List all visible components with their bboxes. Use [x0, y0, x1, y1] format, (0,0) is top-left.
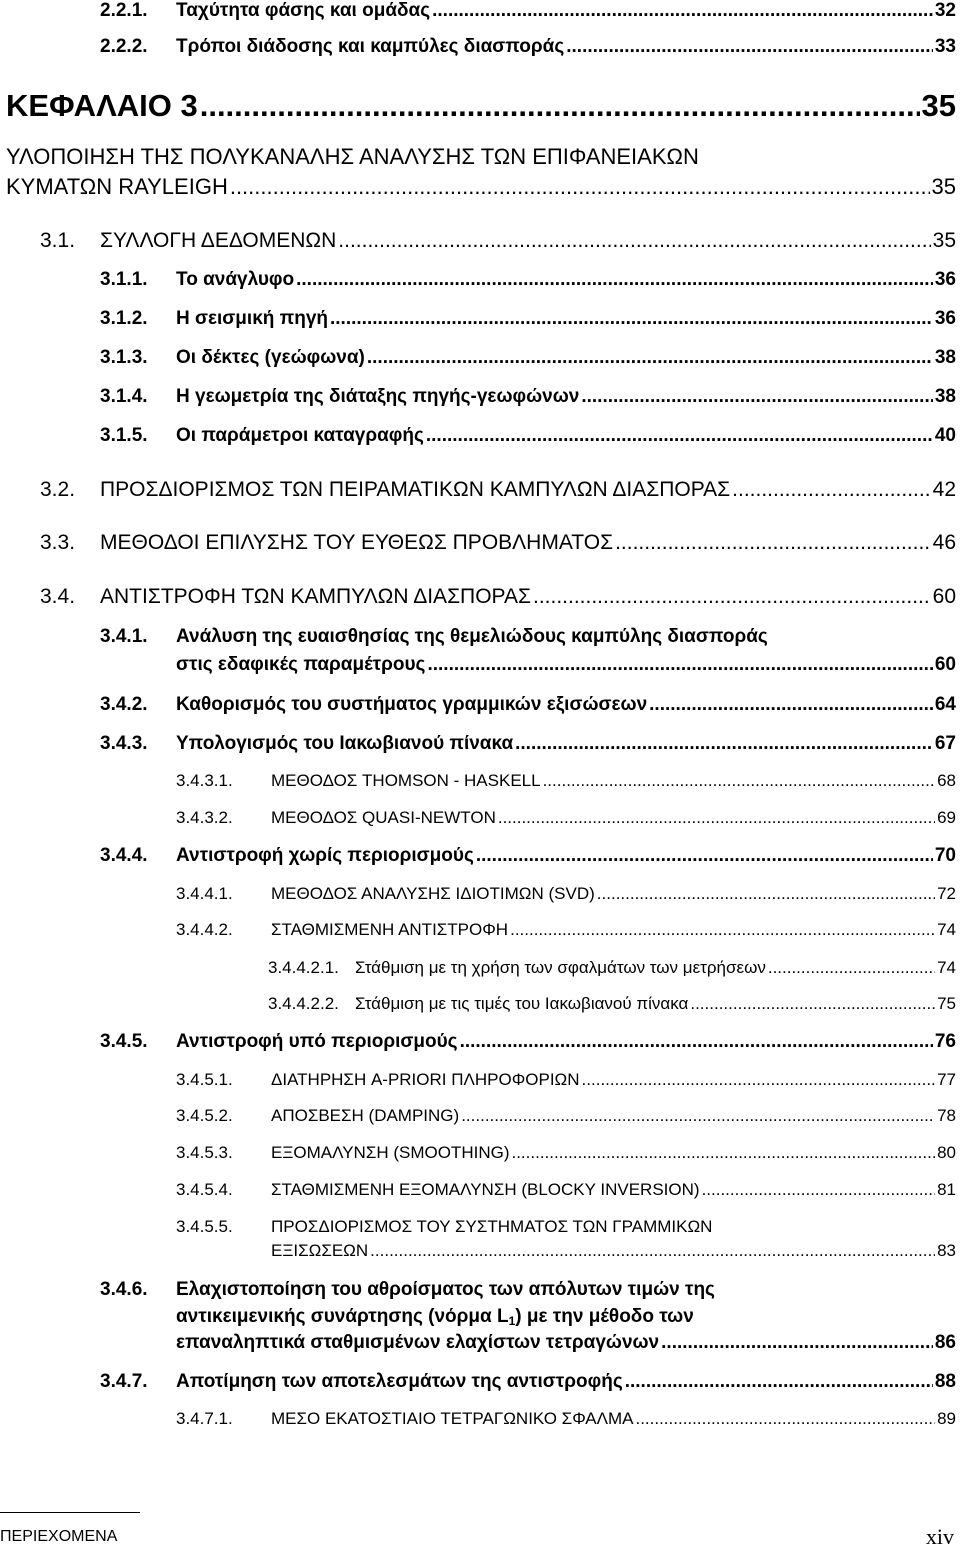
- entry-page: 78: [937, 1106, 956, 1125]
- dot-leader: [498, 808, 935, 828]
- toc-entry-3-1[interactable]: [40, 229, 956, 253]
- toc-entry-3-3[interactable]: [40, 531, 956, 555]
- toc-entry-3-4-5-2[interactable]: [176, 1106, 956, 1126]
- entry-title: ΜΕΘΟΔΟΣ ΑΝΑΛΥΣΗΣ ΙΔΙΟΤΙΜΩΝ (SVD): [271, 884, 595, 903]
- entry-title: Στάθμιση με τη χρήση των σφαλμάτων των μετρήσεων: [355, 958, 766, 977]
- entry-page: 74: [937, 958, 956, 977]
- toc-entry-3-4-2[interactable]: [100, 694, 956, 716]
- dot-leader: [370, 1241, 935, 1261]
- entry-title: Καθορισμός του συστήματος γραμμικών εξισώσεων: [176, 694, 648, 715]
- entry-title: Οι παράμετροι καταγραφής: [176, 425, 424, 446]
- part-title-line2: ΚΥΜΑΤΩΝ RAYLEIGH: [6, 174, 228, 199]
- entry-title-line2: ΕΞΙΣΩΣΕΩΝ: [271, 1241, 369, 1260]
- toc-entry-3-2[interactable]: [40, 478, 956, 502]
- entry-number: 3.4.: [40, 585, 76, 608]
- entry-page: 77: [937, 1070, 956, 1089]
- dot-leader: [460, 1031, 933, 1053]
- entry-number: 3.1.1.: [100, 269, 148, 290]
- dot-leader: [661, 1332, 933, 1354]
- toc-entry-3-4-3-1[interactable]: [176, 771, 956, 791]
- entry-title-line2b: ) με την μέθοδο των: [515, 1306, 694, 1327]
- entry-page: 76: [934, 1031, 956, 1052]
- entry-title: ΜΕΣΟ ΕΚΑΤΟΣΤΙΑΙΟ ΤΕΤΡΑΓΩΝΙΚΟ ΣΦΑΛΜΑ: [271, 1409, 634, 1428]
- toc-entry-3-4-6-line2: [176, 1306, 694, 1328]
- entry-title: Αντιστροφή υπό περιορισμούς: [176, 1031, 458, 1052]
- dot-leader: [649, 694, 933, 716]
- toc-entry-3-1-2[interactable]: [100, 308, 956, 330]
- entry-number: 3.4.4.2.: [176, 920, 233, 939]
- dot-leader: [533, 585, 931, 609]
- entry-page: 89: [937, 1409, 956, 1428]
- entry-page: 33: [934, 36, 956, 57]
- entry-page: 80: [937, 1143, 956, 1162]
- entry-title: ΠΡΟΣΔΙΟΡΙΣΜΟΣ ΤΩΝ ΠΕΙΡΑΜΑΤΙΚΩΝ ΚΑΜΠΥΛΩΝ ΔΙΑΣΠΟΡΑΣ: [100, 478, 731, 501]
- entry-page: 88: [934, 1371, 956, 1392]
- entry-title-line1: Ελαχιστοποίηση του αθροίσματος των απόλυτων τιμών της: [176, 1279, 715, 1300]
- entry-number: 3.4.7.1.: [176, 1409, 233, 1428]
- toc-entry-3-4-6[interactable]: [176, 1332, 956, 1354]
- entry-title: ΕΞΟΜΑΛΥΝΣΗ (SMOOTHING): [271, 1143, 510, 1162]
- toc-entry-3-4-1[interactable]: [176, 654, 956, 676]
- dot-leader: [510, 920, 935, 940]
- dot-leader: [338, 229, 930, 253]
- toc-chapter-3[interactable]: [6, 88, 956, 124]
- entry-number: 3.4.4.2.1.: [268, 958, 339, 977]
- dot-leader: [543, 771, 936, 791]
- toc-part-title[interactable]: [6, 174, 956, 200]
- toc-entry-3-4[interactable]: [40, 585, 956, 609]
- dot-leader: [581, 386, 933, 408]
- entry-number: 3.4.3.1.: [176, 771, 233, 790]
- entry-number: 3.4.4.1.: [176, 884, 233, 903]
- dot-leader: [511, 1143, 935, 1163]
- dot-leader: [515, 733, 933, 755]
- dot-leader: [230, 174, 930, 200]
- entry-title: Υπολογισμός του Ιακωβιανού πίνακα: [176, 733, 514, 754]
- entry-page: 46: [932, 531, 956, 554]
- entry-title: ΜΕΘΟΔΟΙ ΕΠΙΛΥΣΗΣ ΤΟΥ ΕΥΘΕΩΣ ΠΡΟΒΛΗΜΑΤΟΣ: [100, 531, 614, 554]
- entry-page: 60: [934, 654, 956, 675]
- entry-number: 3.4.5.: [100, 1031, 148, 1052]
- entry-title: ΑΝΤΙΣΤΡΟΦΗ ΤΩΝ ΚΑΜΠΥΛΩΝ ΔΙΑΣΠΟΡΑΣ: [100, 585, 531, 608]
- entry-page: 83: [937, 1241, 956, 1260]
- dot-leader: [367, 347, 933, 369]
- toc-entry-3-4-5-5[interactable]: [271, 1241, 956, 1261]
- entry-page: 38: [934, 386, 956, 407]
- dot-leader: [296, 269, 933, 291]
- toc-entry-3-4-4[interactable]: [100, 845, 956, 867]
- entry-number: 3.1.2.: [100, 308, 148, 329]
- entry-page: 75: [937, 994, 956, 1013]
- toc-entry-3-1-3[interactable]: [100, 347, 956, 369]
- part-page: 35: [931, 174, 956, 199]
- dot-leader: [702, 1180, 936, 1200]
- entry-number: 3.2.: [40, 478, 76, 501]
- entry-title-line2a: αντικειμενικής συνάρτησης (νόρμα L: [176, 1306, 509, 1327]
- entry-title-line3: επαναληπτικά σταθμισμένων ελαχίστων τετραγώνων: [176, 1332, 660, 1353]
- entry-title: Η σεισμική πηγή: [176, 308, 328, 329]
- toc-entry-3-4-4-2[interactable]: [176, 920, 956, 940]
- toc-entry-3-4-1-line1: [100, 626, 768, 648]
- entry-page: 72: [937, 884, 956, 903]
- toc-entry-3-4-4-1[interactable]: [176, 884, 956, 904]
- entry-number: 3.4.5.3.: [176, 1143, 233, 1162]
- dot-leader: [476, 845, 933, 867]
- footer-section-label: ΠΕΡΙΕΧΟΜΕΝΑ: [0, 1528, 118, 1545]
- chapter-page: 35: [921, 88, 956, 123]
- dot-leader: [330, 308, 933, 330]
- toc-entry-3-4-5[interactable]: [100, 1031, 956, 1053]
- entry-title: ΣΥΛΛΟΓΗ ΔΕΔΟΜΕΝΩΝ: [100, 229, 337, 252]
- dot-leader: [768, 958, 935, 978]
- toc-entry-3-4-5-1[interactable]: [176, 1070, 956, 1090]
- entry-number: 3.3.: [40, 531, 76, 554]
- entry-page: 69: [937, 808, 956, 827]
- toc-entry-3-4-4-2-2[interactable]: [268, 994, 956, 1014]
- toc-entry-3-4-3[interactable]: [100, 733, 956, 755]
- toc-part-title-line1: ΥΛΟΠΟΙΗΣΗ ΤΗΣ ΠΟΛΥΚΑΝΑΛΗΣ ΑΝΑΛΥΣΗΣ ΤΩΝ ΕΠΙΦΑΝΕΙΑΚΩΝ: [6, 144, 699, 169]
- entry-page: 70: [934, 845, 956, 866]
- entry-title: ΜΕΘΟΔΟΣ THOMSON - HASKELL: [271, 771, 541, 790]
- entry-title: Στάθμιση με τις τιμές του Ιακωβιανού πίνακα: [355, 994, 689, 1013]
- entry-number: 3.4.5.2.: [176, 1106, 233, 1125]
- entry-title-line1: Ανάλυση της ευαισθησίας της θεμελιώδους καμπύλης διασποράς: [176, 626, 768, 647]
- entry-title: Αποτίμηση των αποτελεσμάτων της αντιστροφής: [176, 1371, 623, 1392]
- entry-number: 3.4.5.1.: [176, 1070, 233, 1089]
- dot-leader: [625, 1371, 933, 1393]
- entry-title-line1: ΠΡΟΣΔΙΟΡΙΣΜΟΣ ΤΟΥ ΣΥΣΤΗΜΑΤΟΣ ΤΩΝ ΓΡΑΜΜΙΚΩΝ: [271, 1217, 713, 1236]
- entry-number: 3.1.4.: [100, 386, 148, 407]
- footer-rule: [0, 1512, 140, 1513]
- toc-entry-3-4-5-3[interactable]: [176, 1143, 956, 1163]
- dot-leader: [432, 0, 933, 22]
- entry-page: 68: [937, 771, 956, 790]
- dot-leader: [690, 994, 935, 1014]
- entry-title: ΑΠΟΣΒΕΣΗ (DAMPING): [271, 1106, 460, 1125]
- entry-number: 2.2.1.: [100, 0, 148, 21]
- toc-entry-3-1-1[interactable]: [100, 269, 956, 291]
- entry-title: Ταχύτητα φάσης και ομάδας: [176, 0, 431, 21]
- entry-page: 86: [934, 1332, 956, 1353]
- entry-title: Το ανάγλυφο: [176, 269, 295, 290]
- toc-entry-3-4-7-1[interactable]: [176, 1409, 956, 1429]
- toc-entry-3-4-3-2[interactable]: [176, 808, 956, 828]
- toc-entry-3-1-4[interactable]: [100, 386, 956, 408]
- norm-subscript: 1: [508, 1314, 516, 1328]
- entry-title: Οι δέκτες (γεώφωνα): [176, 347, 365, 368]
- entry-page: 60: [932, 585, 956, 608]
- entry-number: 3.1.3.: [100, 347, 148, 368]
- entry-page: 35: [932, 229, 956, 252]
- dot-leader: [427, 654, 932, 676]
- dot-leader: [582, 1070, 936, 1090]
- dot-leader: [566, 36, 933, 58]
- toc-entry-3-1-5[interactable]: [100, 425, 956, 447]
- toc-entry-3-4-5-5-line1: [176, 1217, 712, 1237]
- dot-leader: [200, 88, 920, 124]
- entry-title: Τρόποι διάδοσης και καμπύλες διασποράς: [176, 36, 565, 57]
- entry-title: Αντιστροφή χωρίς περιορισμούς: [176, 845, 474, 866]
- toc-entry-2-2-2[interactable]: [100, 36, 956, 58]
- entry-title-line2: στις εδαφικές παραμέτρους: [176, 654, 426, 675]
- chapter-title: ΚΕΦΑΛΑΙΟ 3: [6, 88, 198, 123]
- entry-title: ΣΤΑΘΜΙΣΜΕΝΗ ΕΞΟΜΑΛΥΝΣΗ (BLOCKY INVERSION): [271, 1180, 700, 1199]
- entry-page: 36: [934, 308, 956, 329]
- footer-page-number: xiv: [925, 1524, 954, 1549]
- entry-number: 3.4.5.5.: [176, 1217, 233, 1236]
- entry-title: ΔΙΑΤΗΡΗΣΗ A-PRIORI ΠΛΗΡΟΦΟΡΙΩΝ: [271, 1070, 580, 1089]
- entry-page: 32: [934, 0, 956, 21]
- entry-page: 64: [934, 694, 956, 715]
- entry-number: 2.2.2.: [100, 36, 148, 57]
- toc-entry-3-4-7[interactable]: [100, 1371, 956, 1393]
- entry-title: Η γεωμετρία της διάταξης πηγής-γεωφώνων: [176, 386, 580, 407]
- dot-leader: [635, 1409, 935, 1429]
- dot-leader: [615, 531, 931, 555]
- entry-title: ΣΤΑΘΜΙΣΜΕΝΗ ΑΝΤΙΣΤΡΟΦΗ: [271, 920, 509, 939]
- dot-leader: [732, 478, 930, 502]
- entry-number: 3.1.: [40, 229, 76, 252]
- entry-title: ΜΕΘΟΔΟΣ QUASI-NEWTON: [271, 808, 496, 827]
- entry-number: 3.4.5.4.: [176, 1180, 233, 1199]
- dot-leader: [426, 425, 933, 447]
- entry-number: 3.4.4.2.2.: [268, 994, 339, 1013]
- entry-page: 42: [932, 478, 956, 501]
- entry-page: 81: [937, 1180, 956, 1199]
- entry-page: 67: [934, 733, 956, 754]
- toc-entry-2-2-1[interactable]: [100, 0, 956, 22]
- entry-number: 3.4.3.2.: [176, 808, 233, 827]
- entry-page: 36: [934, 269, 956, 290]
- entry-number: 3.4.6.: [100, 1279, 148, 1300]
- entry-page: 74: [937, 920, 956, 939]
- toc-entry-3-4-6-line1: [100, 1279, 715, 1301]
- entry-number: 3.4.2.: [100, 694, 148, 715]
- toc-entry-3-4-5-4[interactable]: [176, 1180, 956, 1200]
- entry-page: 38: [934, 347, 956, 368]
- entry-number: 3.4.1.: [100, 626, 148, 647]
- entry-number: 3.4.3.: [100, 733, 148, 754]
- entry-number: 3.1.5.: [100, 425, 148, 446]
- entry-number: 3.4.7.: [100, 1371, 148, 1392]
- entry-page: 40: [934, 425, 956, 446]
- toc-entry-3-4-4-2-1[interactable]: [268, 958, 956, 978]
- dot-leader: [597, 884, 935, 904]
- dot-leader: [461, 1106, 935, 1126]
- entry-number: 3.4.4.: [100, 845, 148, 866]
